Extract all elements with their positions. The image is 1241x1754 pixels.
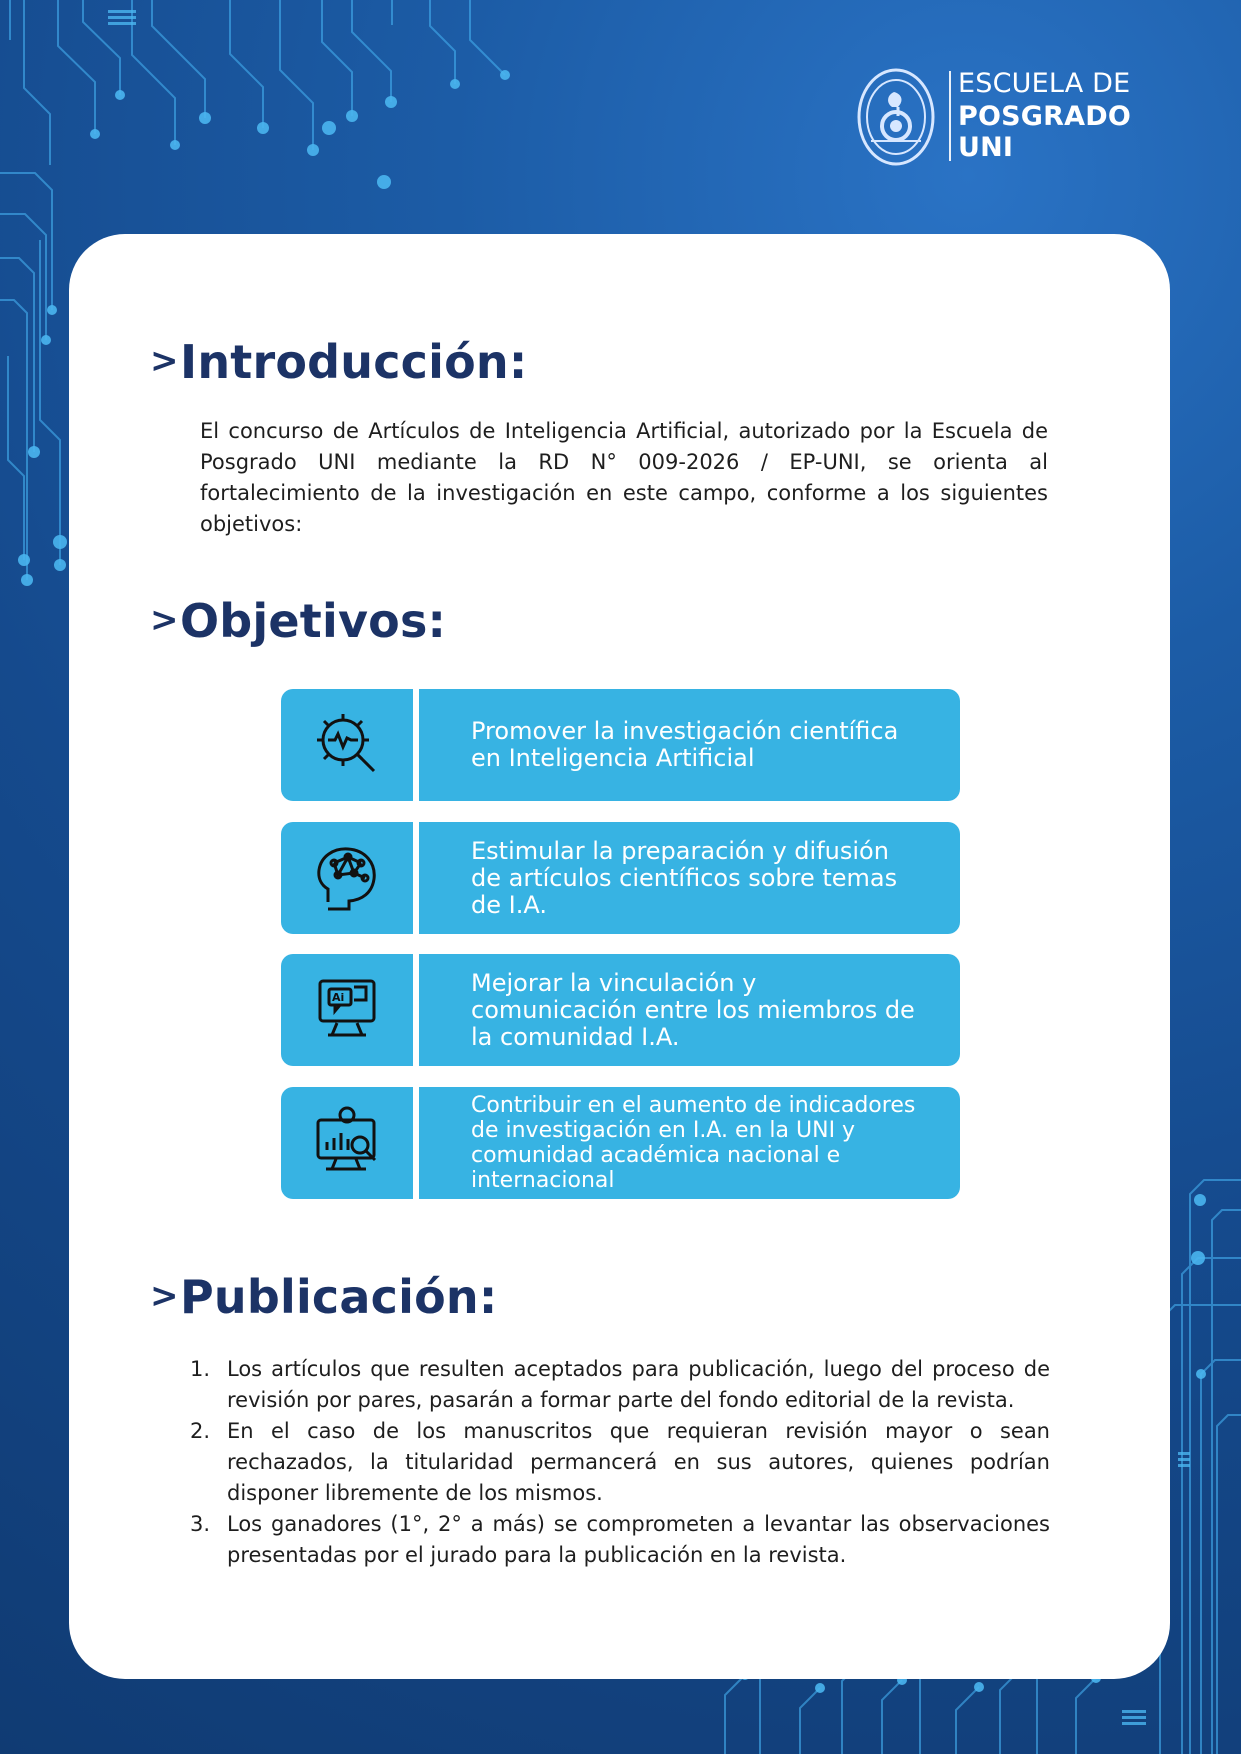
objective-item-3 xyxy=(281,954,960,1066)
logo-line-1: ESCUELA DE xyxy=(958,68,1131,99)
objective-item-4 xyxy=(281,1087,960,1199)
objective-icon-box-2 xyxy=(281,822,413,934)
uni-seal-icon xyxy=(856,64,942,168)
escuela-posgrado-uni-logo xyxy=(856,64,1166,170)
publicacion-item-number-1: 1. xyxy=(190,1357,211,1381)
ai-communication-monitor-icon xyxy=(308,971,386,1049)
section-heading-publicacion xyxy=(150,1270,498,1324)
objective-text-box-3 xyxy=(419,954,960,1066)
publicacion-item-1 xyxy=(190,1354,1050,1416)
publicacion-chevron: > xyxy=(150,1276,179,1316)
section-heading-introduccion xyxy=(150,335,528,389)
objective-text-box-1 xyxy=(419,689,960,801)
objective-text-3: Mejorar la vinculación y comunicación entre los miembros de la comunidad I.A. xyxy=(471,968,915,1051)
publicacion-item-3 xyxy=(190,1509,1050,1571)
logo-line-2: POSGRADO xyxy=(958,101,1131,132)
objective-text-box-2 xyxy=(419,822,960,934)
objective-icon-box-1 xyxy=(281,689,413,801)
logo-line-3: UNI xyxy=(958,132,1014,163)
ai-brain-head-icon xyxy=(308,839,386,917)
publicacion-title: Publicación: xyxy=(180,1270,498,1324)
analytics-monitor-magnifier-icon xyxy=(308,1104,386,1182)
publicacion-item-number-3: 3. xyxy=(190,1512,211,1536)
introduccion-paragraph: El concurso de Artículos de Inteligencia Artificial, autorizado por la Escuela de Posgrado UNI mediante la RD N° 009-2026 / EP-UNI, se orienta al fortalecimiento de la investigación en este campo, conforme a los siguientes objetivos: xyxy=(200,419,1048,536)
objective-text-4: Contribuir en el aumento de indicadores de investigación en I.A. en la UNI y comunidad académica nacional e internacional xyxy=(471,1093,916,1193)
objetivos-title: Objetivos: xyxy=(180,594,447,648)
objective-text-1: Promover la investigación científica en Inteligencia Artificial xyxy=(471,717,899,772)
publicacion-list xyxy=(190,1354,1050,1571)
publicacion-item-2 xyxy=(190,1416,1050,1509)
publicacion-item-text-2: En el caso de los manuscritos que requieran revisión mayor o sean rechazados, la titularidad permancerá en sus autores, quienes podrían disponer libremente de los mismos. xyxy=(227,1419,1050,1505)
publicacion-item-text-3: Los ganadores (1°, 2° a más) se comprometen a levantar las observaciones presentadas por el jurado para la publicación en la revista. xyxy=(227,1512,1050,1567)
logo-divider xyxy=(949,71,951,161)
section-heading-objetivos xyxy=(150,594,447,648)
objective-item-2 xyxy=(281,822,960,934)
objective-icon-box-4 xyxy=(281,1087,413,1199)
publicacion-item-text-1: Los artículos que resulten aceptados para publicación, luego del proceso de revisión por pares, pasarán a formar parte del fondo editorial de la revista. xyxy=(227,1357,1050,1412)
objective-icon-box-3 xyxy=(281,954,413,1066)
objective-item-1 xyxy=(281,689,960,801)
objective-text-2: Estimular la preparación y difusión de artículos científicos sobre temas de I.A. xyxy=(471,836,898,919)
introduccion-title: Introducción: xyxy=(180,335,528,389)
research-gear-magnifier-icon xyxy=(308,706,386,784)
publicacion-item-number-2: 2. xyxy=(190,1419,211,1443)
objetivos-chevron: > xyxy=(150,600,179,640)
svg-text:Ai: Ai xyxy=(332,991,345,1004)
objective-text-box-4 xyxy=(419,1087,960,1199)
introduccion-chevron: > xyxy=(150,341,179,381)
